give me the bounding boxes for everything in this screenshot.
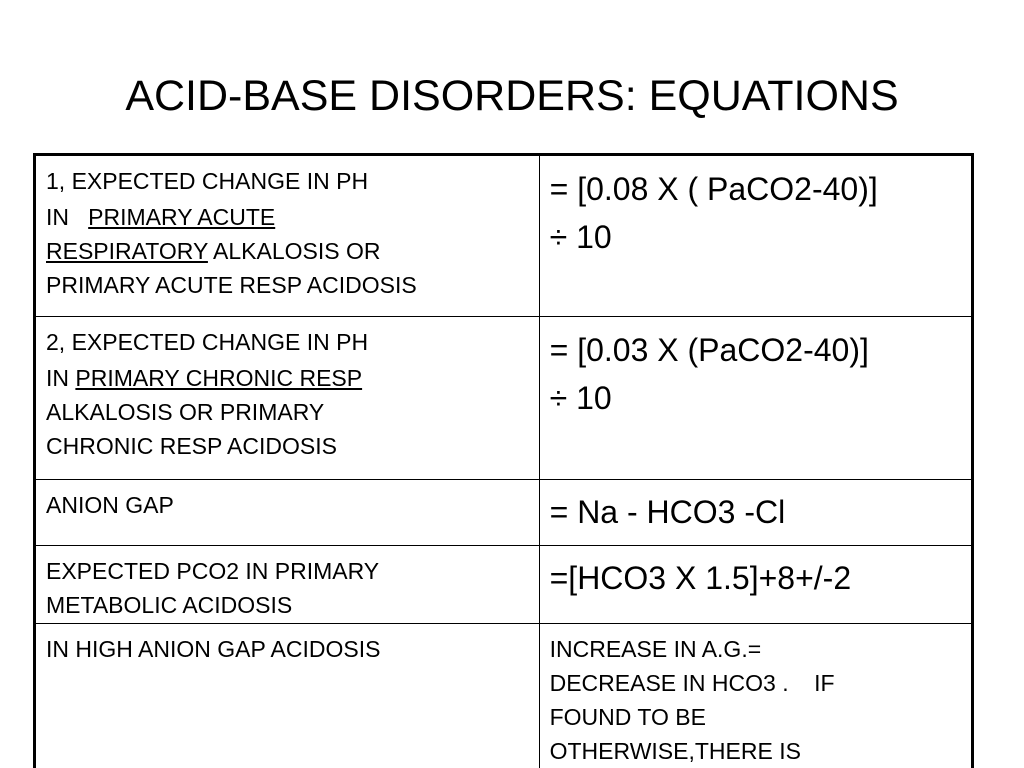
- condition-line: PRIMARY ACUTE RESP ACIDOSIS: [46, 272, 417, 298]
- equation-cell: [539, 480, 972, 546]
- condition-line: 2, EXPECTED CHANGE IN PH: [46, 329, 369, 355]
- equation-cell: [539, 546, 972, 624]
- slide-title: ACID-BASE DISORDERS: EQUATIONS: [125, 72, 899, 120]
- table-row: [35, 317, 973, 480]
- condition-cell: [35, 624, 540, 768]
- equation-line: INCREASE IN A.G.=: [549, 636, 762, 662]
- condition-line: ALKALOSIS OR PRIMARY: [46, 399, 325, 425]
- condition-cell: [35, 546, 540, 624]
- equation-line: ÷ 10: [549, 219, 612, 255]
- underlined-term: PRIMARY ACUTE: [88, 204, 276, 230]
- condition-cell: [35, 155, 540, 317]
- condition-text: IN: [46, 204, 89, 230]
- condition-line: [46, 361, 529, 395]
- equation-line: DECREASE IN HCO3 . IF: [549, 670, 835, 696]
- table-row: [35, 546, 973, 624]
- condition-line: [46, 234, 529, 268]
- table-row: [35, 624, 973, 768]
- condition-line: METABOLIC ACIDOSIS: [46, 592, 293, 618]
- equation-line: OTHERWISE,THERE IS: [549, 738, 801, 764]
- equation-line: FOUND TO BE: [549, 704, 706, 730]
- equation-line: ÷ 10: [549, 380, 612, 416]
- condition-line: 1, EXPECTED CHANGE IN PH: [46, 168, 369, 194]
- equation-cell: [539, 317, 972, 480]
- equation-cell: [539, 624, 972, 768]
- equation-line: = Na - HCO3 -Cl: [549, 494, 786, 530]
- condition-text: IN: [46, 365, 76, 391]
- equation-cell: [539, 155, 972, 317]
- equation-line: = [0.03 X (PaCO2-40)]: [549, 332, 869, 368]
- condition-cell: [35, 480, 540, 546]
- condition-line: IN HIGH ANION GAP ACIDOSIS: [46, 636, 381, 662]
- condition-line: CHRONIC RESP ACIDOSIS: [46, 433, 337, 459]
- condition-line: ANION GAP: [46, 492, 174, 518]
- equation-line: = [0.08 X ( PaCO2-40)]: [549, 171, 878, 207]
- equation-line: =[HCO3 X 1.5]+8+/-2: [549, 560, 852, 596]
- condition-line: [46, 200, 529, 234]
- underlined-term: PRIMARY CHRONIC RESP: [75, 365, 363, 391]
- table-row: [35, 480, 973, 546]
- equations-table: [33, 153, 974, 768]
- condition-line: EXPECTED PCO2 IN PRIMARY: [46, 558, 380, 584]
- condition-text: ALKALOSIS OR: [207, 238, 381, 264]
- condition-cell: [35, 317, 540, 480]
- table-row: [35, 155, 973, 317]
- underlined-term: RESPIRATORY: [46, 238, 208, 264]
